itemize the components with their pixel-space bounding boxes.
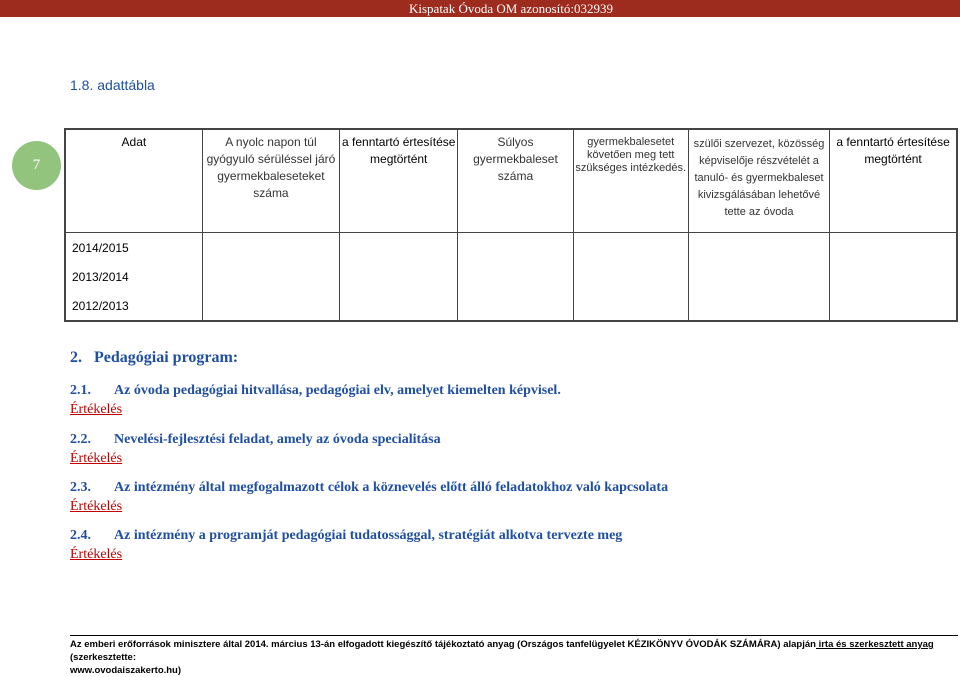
program-item-number: 2.4. <box>70 528 91 543</box>
program-item-number: 2.3. <box>70 480 91 495</box>
table-cell <box>688 233 829 263</box>
table-cell <box>340 291 458 321</box>
program-item-text: Nevelési-fejlesztési feladat, amely az óvoda specialitása <box>114 432 441 447</box>
program-item-number: 2.2. <box>70 432 91 447</box>
evaluation-link[interactable]: Értékelés <box>70 547 123 562</box>
program-item-heading <box>70 432 441 448</box>
footer-website: www.ovodaiszakerto.hu) <box>70 665 182 676</box>
table-cell <box>830 291 957 321</box>
table-cell <box>573 233 688 263</box>
program-item-number: 2.1. <box>70 383 91 398</box>
footer-text: Az emberi erőforrások minisztere által 2014. március 13-án elfogadott kiegészítő tájékoztató anyag (Országos tanfelügyelet KÉZIKÖNYV ÓVODÁK SZÁMÁRA) alapján <box>70 639 816 650</box>
evaluation-link[interactable]: Értékelés <box>70 402 123 417</box>
evaluation-link[interactable]: Értékelés <box>70 499 123 514</box>
table-row-year: 2014/2015 <box>65 233 202 263</box>
table-cell <box>340 233 458 263</box>
table-cell <box>830 233 957 263</box>
table-cell <box>202 233 339 263</box>
accident-data-table <box>64 128 958 322</box>
table-cell <box>458 233 573 263</box>
section-title: 1.8. adattábla <box>70 77 155 93</box>
table-cell <box>202 262 339 291</box>
program-heading <box>70 349 238 367</box>
table-cell <box>202 291 339 321</box>
footer-text-end: (szerkesztette: <box>70 652 136 663</box>
footer-underlined-text: irta és szerkesztett anyag <box>815 639 934 650</box>
program-heading-number: 2. <box>70 349 82 366</box>
footer-divider <box>70 635 958 636</box>
program-item-heading <box>70 383 561 399</box>
table-cell <box>830 262 957 291</box>
program-item-text: Az óvoda pedagógiai hitvallása, pedagógiai elv, amelyet kiemelten képvisel. <box>114 383 561 398</box>
page-footer <box>70 638 958 677</box>
table-header-cell: Adat <box>65 129 202 233</box>
table-row-year: 2013/2014 <box>65 262 202 291</box>
table-row <box>65 233 957 263</box>
page-number-badge: 7 <box>12 141 61 190</box>
table-header-cell: Súlyos gyermekbaleset száma <box>458 129 573 233</box>
table-row <box>65 291 957 321</box>
table-cell <box>340 262 458 291</box>
table-cell <box>688 291 829 321</box>
program-heading-title: Pedagógiai program: <box>94 349 239 366</box>
program-item-text: Az intézmény által megfogalmazott célok a köznevelés előtt álló feladatokhoz való kapcsolata <box>114 480 669 495</box>
table-cell <box>688 262 829 291</box>
table-row-year: 2012/2013 <box>65 291 202 321</box>
table-header-cell: a fenntartó értesítése megtörtént <box>830 129 957 233</box>
table-row <box>65 262 957 291</box>
table-header-cell: A nyolc napon túl gyógyuló sérüléssel járó gyermekbaleseteket száma <box>202 129 339 233</box>
table-cell <box>573 262 688 291</box>
program-item-heading <box>70 528 622 544</box>
table-cell <box>458 262 573 291</box>
table-header-cell: gyermekbalesetet követően meg tett szükséges intézkedés. <box>573 129 688 233</box>
evaluation-link[interactable]: Értékelés <box>70 451 123 466</box>
document-header <box>0 0 960 17</box>
table-cell <box>573 291 688 321</box>
program-item-heading <box>70 480 668 496</box>
table-header-cell: a fenntartó értesítése megtörtént <box>340 129 458 233</box>
table-cell <box>458 291 573 321</box>
table-header-cell: szülői szervezet, közösség képviselője részvételét a tanuló- és gyermekbaleset kivizsgálásában lehetővé tette az óvoda <box>688 129 829 233</box>
document-header-title: Kispatak Óvoda OM azonosító:032939 <box>408 1 613 16</box>
table-header-row <box>65 129 957 233</box>
program-item-text: Az intézmény a programját pedagógiai tudatossággal, stratégiát alkotva tervezte meg <box>114 528 623 543</box>
